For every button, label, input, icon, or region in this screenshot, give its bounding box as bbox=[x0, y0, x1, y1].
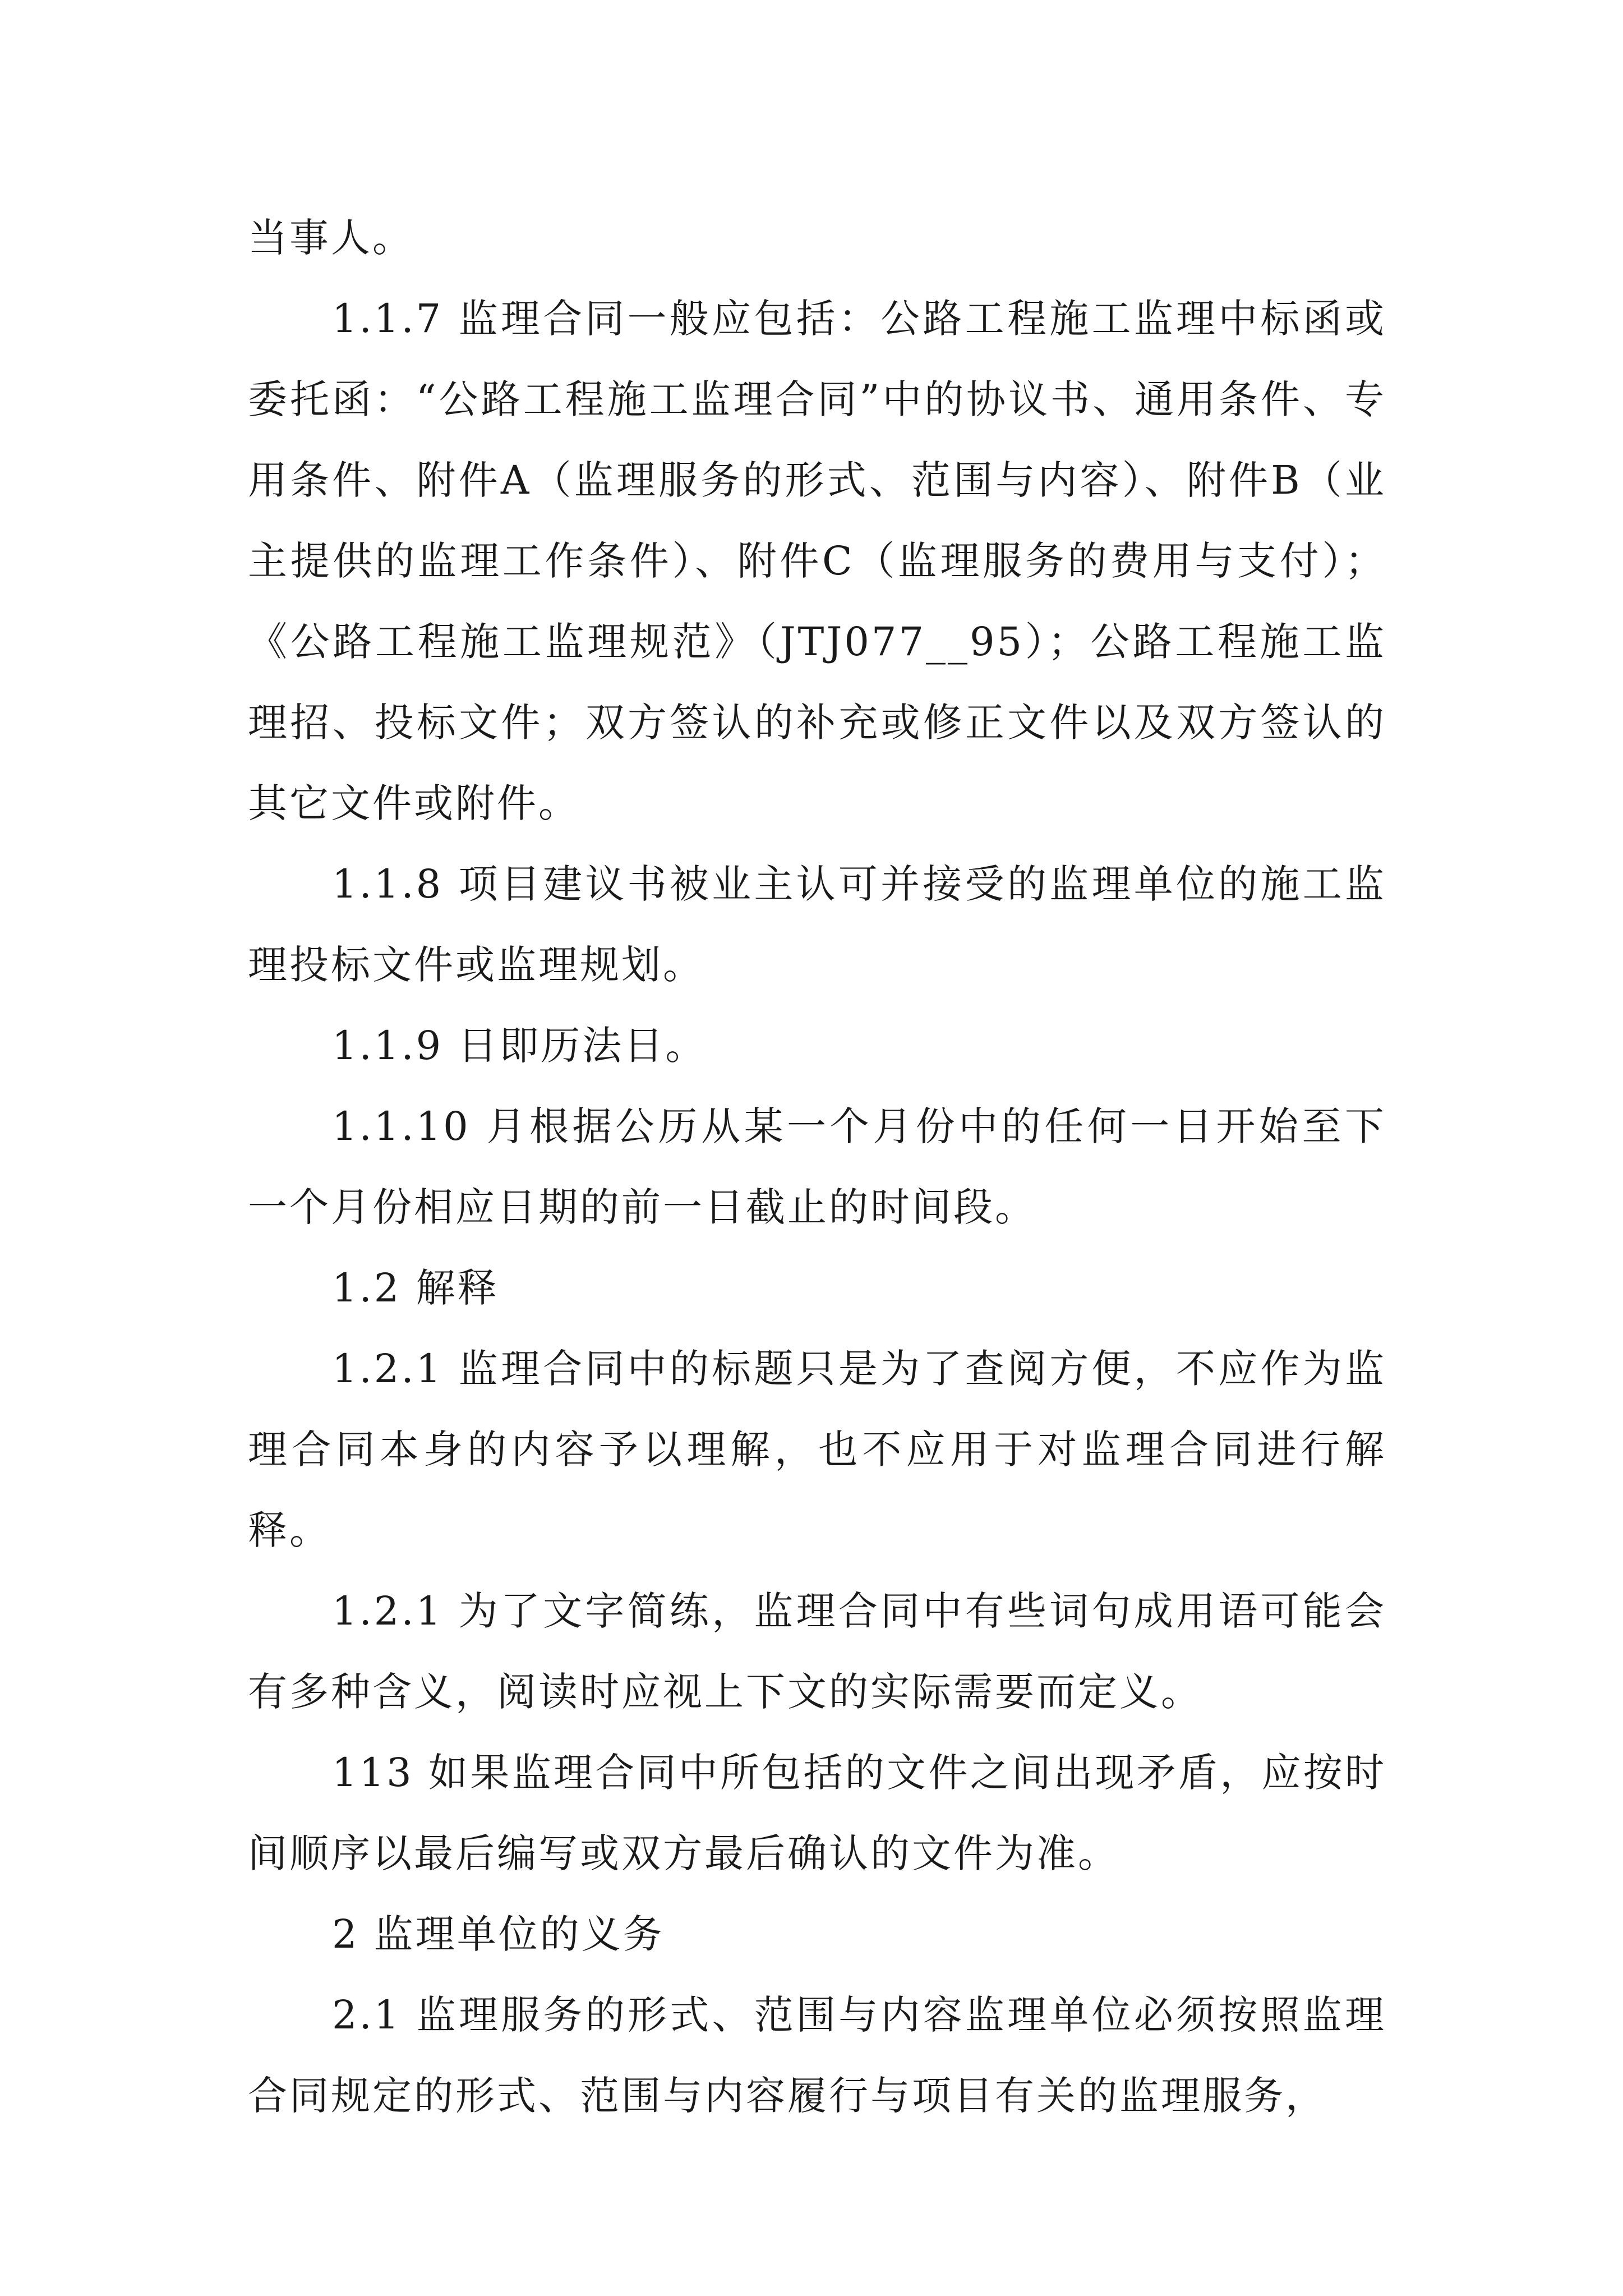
paragraph-113: 113 如果监理合同中所包括的文件之间出现矛盾，应按时间顺序以最后编写或双方最后确认的文件为准。 bbox=[248, 1750, 1386, 1876]
section-heading-1-2: 1.2 解释 bbox=[332, 1265, 499, 1311]
paragraph-1-2-1-a: 1.2.1 监理合同中的标题只是为了查阅方便，不应作为监理合同本身的内容予以理解，也不应用于对监理合同进行解释。 bbox=[248, 1346, 1386, 1553]
paragraph-1-1-7: 1.1.7 监理合同一般应包括：公路工程施工监理中标函或委托函：“公路工程施工监理合同”中的协议书、通用条件、专用条件、附件A（监理服务的形式、范围与内容）、附件B（业主提供的监理工作条件）、附件C（监理服务的费用与支付）；《公路工程施工监理规范》（JTJ077__95）；公路工程施工监理招、投标文件；双方签认的补充或修正文件以及双方签认的其它文件或附件。 bbox=[248, 296, 1386, 826]
paragraph-2-1: 2.1 监理服务的形式、范围与内容监理单位必须按照监理合同规定的形式、范围与内容履行与项目有关的监理服务， bbox=[248, 1992, 1386, 2119]
paragraph-1-1-10: 1.1.10 月根据公历从某一个月份中的任何一日开始至下一个月份相应日期的前一日截止的时间段。 bbox=[248, 1103, 1386, 1230]
document-body bbox=[248, 197, 1386, 2136]
paragraph-1-1-8: 1.1.8 项目建议书被业主认可并接受的监理单位的施工监理投标文件或监理规划。 bbox=[248, 861, 1386, 988]
paragraph-1-1-9: 1.1.9 日即历法日。 bbox=[332, 1023, 707, 1069]
paragraph-1-2-1-b: 1.2.1 为了文字简练，监理合同中有些词句成用语可能会有多种含义，阅读时应视上下文的实际需要而定义。 bbox=[248, 1588, 1386, 1715]
section-heading-2: 2 监理单位的义务 bbox=[332, 1911, 665, 1957]
paragraph-continuation: 当事人。 bbox=[248, 215, 414, 261]
